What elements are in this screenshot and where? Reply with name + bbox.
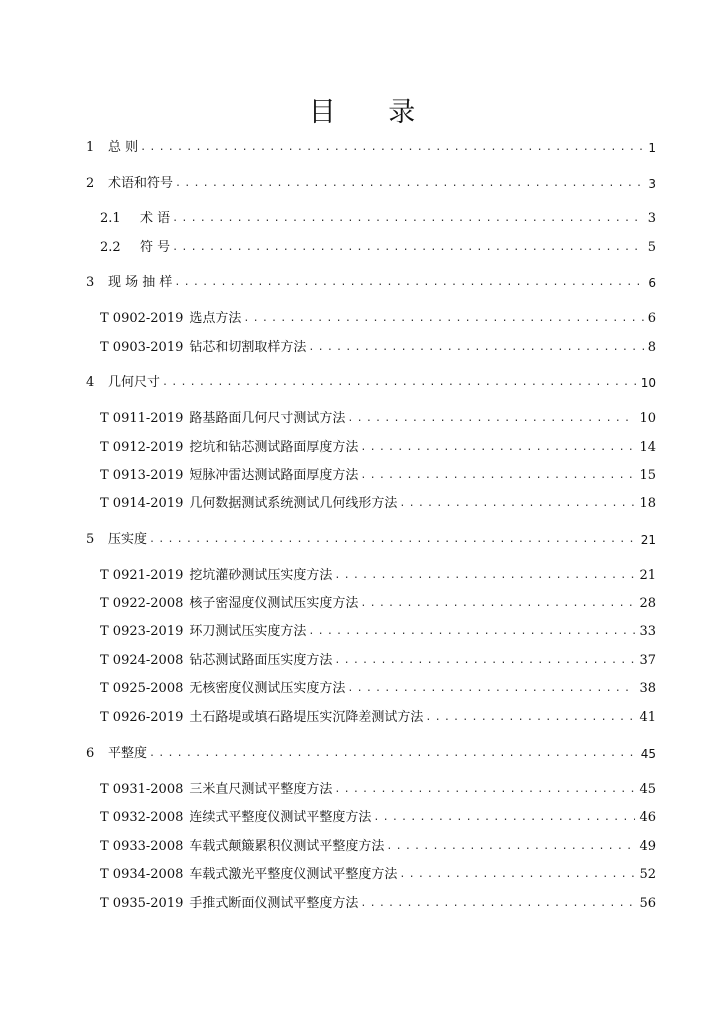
toc-entry-label: 几何尺寸 xyxy=(108,375,161,390)
toc-entry-number: T 0923-2019 xyxy=(100,624,184,639)
toc-entry-page: 3 xyxy=(648,177,656,191)
toc-entry[interactable] xyxy=(100,437,656,459)
toc-entry-label: 术语和符号 xyxy=(108,176,174,191)
toc-entry-page: 45 xyxy=(639,782,656,797)
toc-entry-page: 21 xyxy=(639,568,656,583)
toc-entry-page: 6 xyxy=(647,311,656,326)
toc-entry-page: 52 xyxy=(639,867,656,882)
toc-entry-label: 选点方法 xyxy=(189,311,242,326)
toc-entry-number: 1 xyxy=(86,140,95,155)
toc-entry[interactable] xyxy=(100,678,656,700)
toc-leader xyxy=(399,864,635,886)
toc-entry-page: 49 xyxy=(639,839,656,854)
toc-entry[interactable] xyxy=(86,137,656,159)
toc-entry-page: 10 xyxy=(640,376,656,390)
toc-entry-page: 3 xyxy=(647,211,656,226)
toc-entry[interactable] xyxy=(86,372,656,394)
toc-entry-number: T 0934-2008 xyxy=(100,867,184,882)
toc-entry-page: 56 xyxy=(639,896,656,911)
toc-entry-label: 车载式激光平整度仪测试平整度方法 xyxy=(189,867,398,882)
toc-entry-page: 38 xyxy=(639,681,656,696)
toc-entry-label: 钻芯和切割取样方法 xyxy=(189,340,307,355)
toc-entry-page: 46 xyxy=(639,810,656,825)
toc-entry[interactable] xyxy=(100,237,656,259)
toc-entry-page: 10 xyxy=(639,411,656,426)
toc-entry[interactable] xyxy=(100,807,656,829)
toc-entry-number: 2.2 xyxy=(100,240,121,255)
toc-entry-page: 37 xyxy=(639,653,656,668)
toc-leader xyxy=(425,707,635,729)
toc-leader xyxy=(360,437,635,459)
toc-entry[interactable] xyxy=(100,593,656,615)
toc-leader xyxy=(360,465,635,487)
toc-entry-page: 8 xyxy=(647,340,656,355)
toc-entry-page: 5 xyxy=(647,240,656,255)
toc-entry-page: 28 xyxy=(639,596,656,611)
toc-leader xyxy=(373,807,635,829)
toc-entry-page: 18 xyxy=(639,496,656,511)
toc-entry-page: 14 xyxy=(639,440,656,455)
toc-entry-number: 2 xyxy=(86,176,95,191)
toc-leader xyxy=(172,208,644,230)
toc-entry-label: 路基路面几何尺寸测试方法 xyxy=(189,411,346,426)
toc-entry-number: T 0924-2008 xyxy=(100,653,184,668)
toc-entry-number: 6 xyxy=(86,746,95,761)
toc-leader xyxy=(399,493,635,515)
toc-leader xyxy=(334,650,635,672)
toc-leader xyxy=(149,529,637,551)
toc-entry-number: 2.1 xyxy=(100,211,121,226)
toc-entry[interactable] xyxy=(86,173,656,195)
toc-entry[interactable] xyxy=(86,529,656,551)
toc-entry-label: 核子密湿度仪测试压实度方法 xyxy=(189,596,359,611)
toc-entry[interactable] xyxy=(100,408,656,430)
toc-entry-label: 短脉冲雷达测试路面厚度方法 xyxy=(189,468,359,483)
toc-entry-label: 连续式平整度仪测试平整度方法 xyxy=(189,810,372,825)
toc-leader xyxy=(334,565,635,587)
toc-entry-number: 4 xyxy=(86,375,95,390)
toc-entry[interactable] xyxy=(100,337,656,359)
toc-entry-page: 45 xyxy=(640,747,656,761)
toc-leader xyxy=(360,593,635,615)
toc-entry-label: 钻芯测试路面压实度方法 xyxy=(189,653,333,668)
toc-entry-page: 15 xyxy=(639,468,656,483)
toc-entry-label: 总 则 xyxy=(108,140,139,155)
toc-leader xyxy=(347,678,635,700)
toc-leader xyxy=(149,743,637,765)
toc-entry-number: T 0911-2019 xyxy=(100,411,184,426)
toc-entry-label: 术 语 xyxy=(140,211,171,226)
toc-entry-label: 三米直尺测试平整度方法 xyxy=(189,782,333,797)
toc-leader xyxy=(243,308,643,330)
toc-entry-number: T 0921-2019 xyxy=(100,568,184,583)
toc-entry[interactable] xyxy=(100,836,656,858)
toc-entry[interactable] xyxy=(100,565,656,587)
toc-entry-number: T 0935-2019 xyxy=(100,896,184,911)
toc-entry-label: 平整度 xyxy=(108,746,148,761)
toc-entry[interactable] xyxy=(100,493,656,515)
toc-leader xyxy=(175,173,644,195)
toc-entry-page: 21 xyxy=(640,533,656,547)
toc-entry-label: 手推式断面仪测试平整度方法 xyxy=(189,896,359,911)
toc-entry-label: 压实度 xyxy=(108,532,148,547)
toc-entry-label: 车载式颠簸累积仪测试平整度方法 xyxy=(189,839,385,854)
toc-entry-page: 33 xyxy=(639,624,656,639)
toc-entry-number: 3 xyxy=(86,275,95,290)
toc-entry[interactable] xyxy=(86,272,656,294)
toc-entry-label: 符 号 xyxy=(140,240,171,255)
toc-entry-label: 现 场 抽 样 xyxy=(108,275,173,290)
toc-entry-number: T 0926-2019 xyxy=(100,710,184,725)
toc-leader xyxy=(174,272,644,294)
toc-entry-number: 5 xyxy=(86,532,95,547)
toc-leader xyxy=(334,779,635,801)
toc-entry-number: T 0902-2019 xyxy=(100,311,184,326)
toc-entry-page: 41 xyxy=(639,710,656,725)
toc-entry-page: 1 xyxy=(648,141,656,155)
toc-entry-number: T 0933-2008 xyxy=(100,839,184,854)
toc-entry-label: 土石路堤或填石路堤压实沉降差测试方法 xyxy=(189,710,424,725)
toc-entry[interactable] xyxy=(100,308,656,330)
toc-entry[interactable] xyxy=(100,208,656,230)
toc-entry-number: T 0922-2008 xyxy=(100,596,184,611)
toc-entry-number: T 0903-2019 xyxy=(100,340,184,355)
toc-entry[interactable] xyxy=(100,650,656,672)
toc-leader xyxy=(172,237,644,259)
toc-leader xyxy=(347,408,635,430)
toc-entry[interactable] xyxy=(100,779,656,801)
page-title: 目 录 xyxy=(308,97,438,128)
toc-leader xyxy=(308,621,635,643)
toc-entry-number: T 0913-2019 xyxy=(100,468,184,483)
toc-entry-label: 几何数据测试系统测试几何线形方法 xyxy=(189,496,398,511)
toc-entry-page: 6 xyxy=(648,276,656,290)
toc-entry[interactable] xyxy=(86,743,656,765)
toc-entry-label: 环刀测试压实度方法 xyxy=(189,624,307,639)
toc-leader xyxy=(140,137,644,159)
toc-entry-label: 挖坑灌砂测试压实度方法 xyxy=(189,568,333,583)
toc-entry-number: T 0914-2019 xyxy=(100,496,184,511)
toc-entry[interactable] xyxy=(100,621,656,643)
toc-leader xyxy=(360,893,635,915)
toc-entry[interactable] xyxy=(100,893,656,915)
toc-entry-number: T 0925-2008 xyxy=(100,681,184,696)
toc-entry-number: T 0932-2008 xyxy=(100,810,184,825)
toc-leader xyxy=(308,337,643,359)
toc-entry[interactable] xyxy=(100,864,656,886)
toc-entry[interactable] xyxy=(100,707,656,729)
toc-entry-label: 挖坑和钻芯测试路面厚度方法 xyxy=(189,440,359,455)
toc-leader xyxy=(162,372,637,394)
toc-entry[interactable] xyxy=(100,465,656,487)
toc-entry-number: T 0912-2019 xyxy=(100,440,184,455)
toc-entry-number: T 0931-2008 xyxy=(100,782,184,797)
toc-entry-label: 无核密度仪测试压实度方法 xyxy=(189,681,346,696)
toc-leader xyxy=(386,836,635,858)
